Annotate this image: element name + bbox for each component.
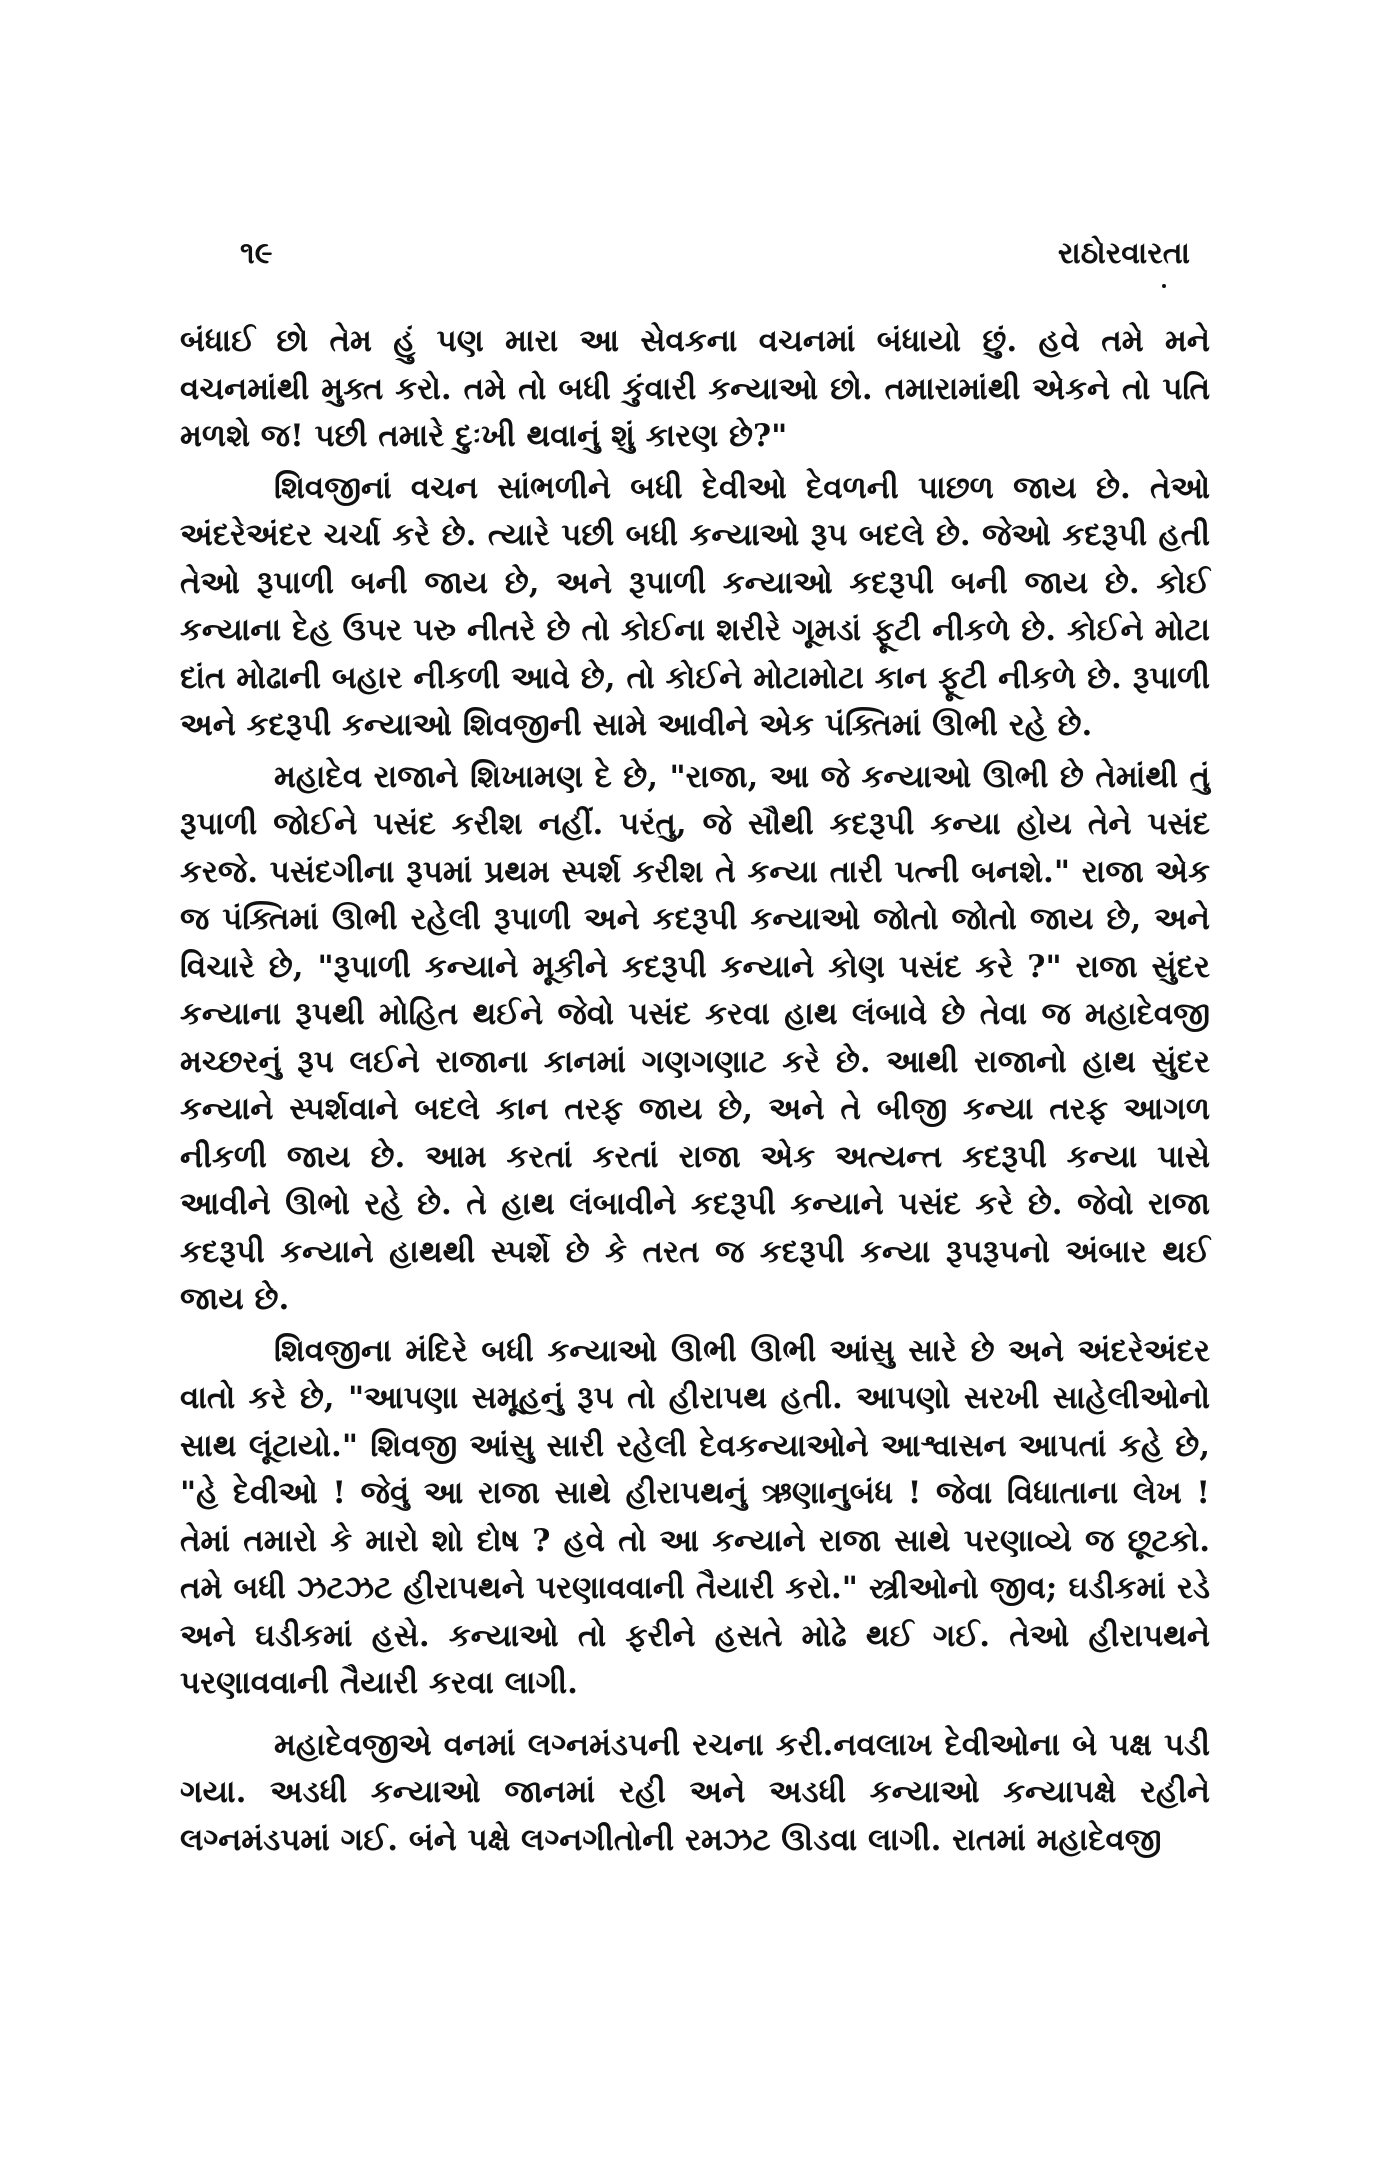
body-text: [180, 318, 1210, 1864]
page-number: ૧૯: [240, 236, 273, 271]
header-dot-mark: [1162, 284, 1166, 288]
paragraph-4: શિવજીના મંદિરે બધી કન્યાઓ ઊભી ઊભી આંસુ સારે છે અને અંદરેઅંદર વાતો કરે છે, "આપણા સમૂહનું રૂપ તો હીરાપથ હતી. આપણો સરખી સાહેલીઓનો સાથ લૂંટાયો." શિવજી આંસુ સારી રહેલી દેવકન્યાઓને આશ્વાસન આપતાં કહે છે, "હે દેવીઓ ! જેવું આ રાજા સાથે હીરાપથનું ઋણાનુબંધ ! જેવા વિધાતાના લેખ ! તેમાં તમારો કે મારો શો દોષ ? હવે તો આ કન્યાને રાજા સાથે પરણાવ્યે જ છૂટકો. તમે બધી ઝટઝટ હીરાપથને પરણાવવાની તૈયારી કરો." સ્ત્રીઓનો જીવ; ઘડીકમાં રડે અને ઘડીકમાં હસે. કન્યાઓ તો ફરીને હસતે મોઢે થઈ ગઈ. તેઓ હીરાપથને પરણાવવાની તૈયારી કરવા લાગી.: [180, 1332, 1210, 1701]
paragraph-5: મહાદેવજીએ વનમાં લગ્નમંડપની રચના કરી.નવલાખ દેવીઓના બે પક્ષ પડી ગયા. અડધી કન્યાઓ જાનમાં રહી અને અડધી કન્યાઓ કન્યાપક્ષે રહીને લગ્નમંડપમાં ગઈ. બંને પક્ષે લગ્નગીતોની રમઝટ ઊડવા લાગી. રાતમાં મહાદેવજી: [180, 1726, 1210, 1858]
paragraph-1: બંધાઈ છો તેમ હું પણ મારા આ સેવકના વચનમાં બંધાયો છું. હવે તમે મને વચનમાંથી મુક્ત કરો. તમે તો બધી કુંવારી કન્યાઓ છો. તમારામાંથી એકને તો પતિ મળશે જ! પછી તમારે દુઃખી થવાનું શું કારણ છે?": [180, 323, 1210, 454]
paragraph-3: મહાદેવ રાજાને શિખામણ દે છે, "રાજા, આ જે કન્યાઓ ઊભી છે તેમાંથી તું રૂપાળી જોઈને પસંદ કરીશ નહીં. પરંતુ, જે સૌથી કદરૂપી કન્યા હોય તેને પસંદ કરજે. પસંદગીના રૂપમાં પ્રથમ સ્પર્શ કરીશ તે કન્યા તારી પત્ની બનશે." રાજા એક જ પંક્તિમાં ઊભી રહેલી રૂપાળી અને કદરૂપી કન્યાઓ જોતો જોતો જાય છે, અને વિચારે છે, "રૂપાળી કન્યાને મૂકીને કદરૂપી કન્યાને કોણ પસંદ કરે ?" રાજા સુંદર કન્યાના રૂપથી મોહિત થઈને જેવો પસંદ કરવા હાથ લંબાવે છે તેવા જ મહાદેવજી મચ્છરનું રૂપ લઈને રાજાના કાનમાં ગણગણાટ કરે છે. આથી રાજાનો હાથ સુંદર કન્યાને સ્પર્શવાને બદલે કાન તરફ જાય છે, અને તે બીજી કન્યા તરફ આગળ નીકળી જાય છે. આમ કરતાં કરતાં રાજા એક અત્યન્ત કદરૂપી કન્યા પાસે આવીને ઊભો રહે છે. તે હાથ લંબાવીને કદરૂપી કન્યાને પસંદ કરે છે. જેવો રાજા કદરૂપી કન્યાને હાથથી સ્પર્શે છે કે તરત જ કદરૂપી કન્યા રૂપરૂપનો અંબાર થઈ જાય છે.: [180, 758, 1210, 1317]
running-title: રાઠોરવારતા: [1057, 236, 1190, 271]
page-header: [240, 236, 1190, 286]
paragraph-2: શિવજીનાં વચન સાંભળીને બધી દેવીઓ દેવળની પાછળ જાય છે. તેઓ અંદરેઅંદર ચર્ચા કરે છે. ત્યારે પછી બધી કન્યાઓ રૂપ બદલે છે. જેઓ કદરૂપી હતી તેઓ રૂપાળી બની જાય છે, અને રૂપાળી કન્યાઓ કદરૂપી બની જાય છે. કોઈ કન્યાના દેહ ઉપર પરુ નીતરે છે તો કોઈના શરીરે ગૂમડાં ફૂટી નીકળે છે. કોઈને મોટા દાંત મોઢાની બહાર નીકળી આવે છે, તો કોઈને મોટામોટા કાન ફૂટી નીકળે છે. રૂપાળી અને કદરૂપી કન્યાઓ શિવજીની સામે આવીને એક પંક્તિમાં ઊભી રહે છે.: [180, 469, 1210, 743]
